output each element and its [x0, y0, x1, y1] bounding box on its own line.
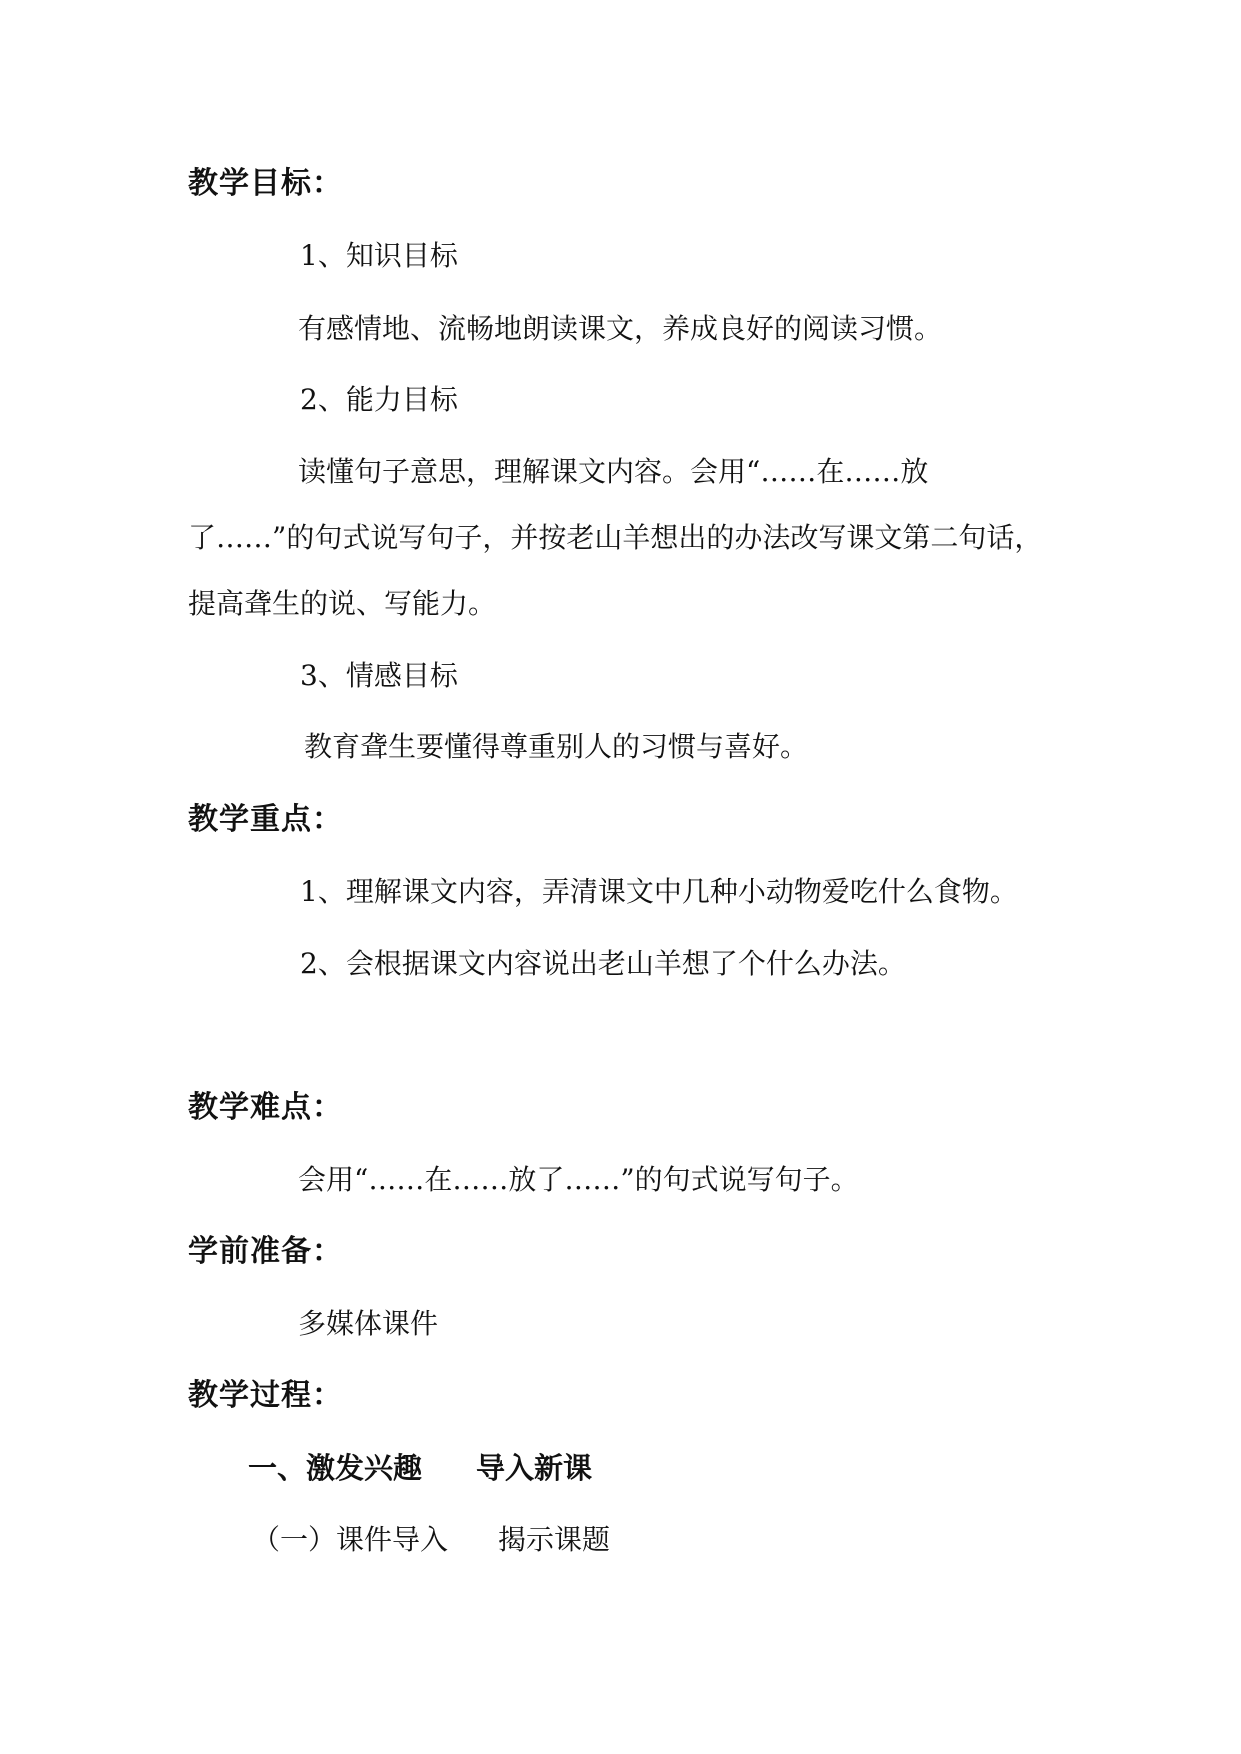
objectives-heading: 教学目标：	[188, 166, 343, 201]
ability-objective-text-line1: 读懂句子意思，理解课文内容。会用“……在……放	[298, 455, 929, 488]
process-sub-step-1-part1: （一）课件导入	[252, 1523, 449, 1556]
preparation-heading: 学前准备：	[188, 1234, 343, 1269]
emotional-objective-title: 3、情感目标	[300, 659, 458, 692]
difficulties-text: 会用“……在……放了……”的句式说写句子。	[298, 1163, 859, 1196]
process-sub-step-1-part2: 揭示课题	[498, 1523, 611, 1556]
key-point-1: 1、理解课文内容，弄清课文中几种小动物爱吃什么食物。	[300, 875, 1018, 908]
process-step-1	[248, 1450, 592, 1486]
process-step-1-part2: 导入新课	[476, 1451, 593, 1485]
process-sub-step-1	[252, 1522, 610, 1558]
knowledge-objective-title: 1、知识目标	[300, 239, 458, 272]
process-heading: 教学过程：	[188, 1378, 343, 1413]
knowledge-objective-text: 有感情地、流畅地朗读课文，养成良好的阅读习惯。	[298, 312, 943, 345]
key-points-heading: 教学重点：	[188, 802, 343, 837]
ability-objective-title: 2、能力目标	[300, 383, 458, 416]
process-step-1-part1: 一、激发兴趣	[248, 1451, 423, 1485]
ability-objective-text-line2: 了……”的句式说写句子，并按老山羊想出的办法改写课文第二句话，	[188, 521, 1043, 554]
preparation-text: 多媒体课件	[298, 1307, 439, 1340]
difficulties-heading: 教学难点：	[188, 1090, 343, 1125]
emotional-objective-text: 教育聋生要懂得尊重别人的习惯与喜好。	[304, 730, 809, 763]
key-point-2: 2、会根据课文内容说出老山羊想了个什么办法。	[300, 947, 906, 980]
ability-objective-text-line3: 提高聋生的说、写能力。	[188, 587, 497, 620]
